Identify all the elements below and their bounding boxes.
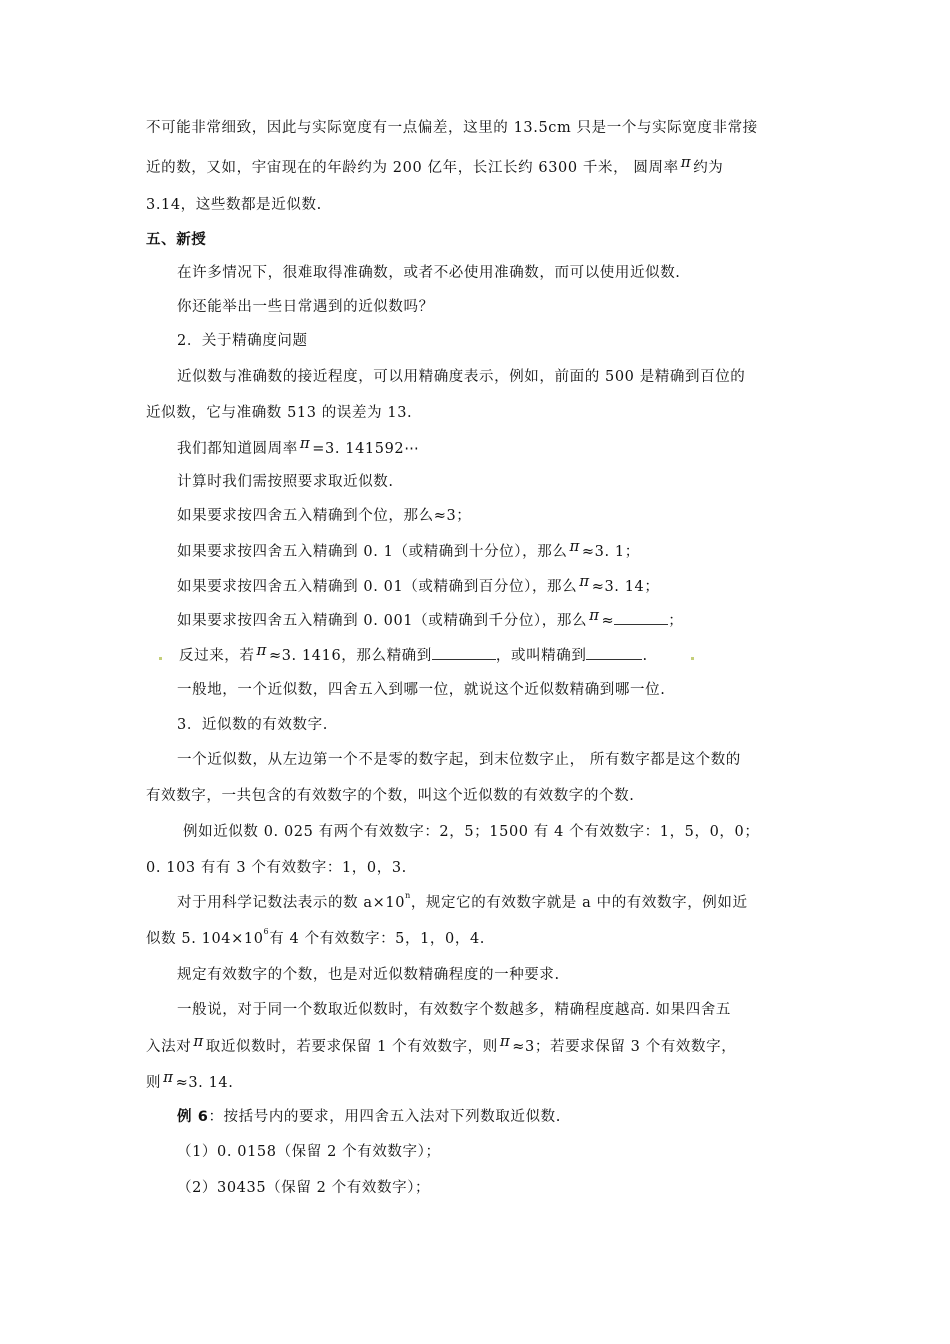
text: . bbox=[642, 648, 648, 664]
text: 入法对 bbox=[146, 1039, 192, 1055]
text-line bbox=[0, 1068, 950, 1093]
text: （2）30435（保留 2 个有效数字）； bbox=[177, 1180, 431, 1196]
text: 反过来，若 bbox=[179, 648, 255, 664]
text: 如果要求按四舍五入精确到 0. 1（或精确到十分位），那么 bbox=[177, 544, 568, 560]
text: ≈3. 14； bbox=[591, 579, 660, 595]
text: 3．近似数的有效数字. bbox=[177, 717, 328, 733]
text: 近的数，又如，宇宙现在的年龄约为 200 亿年，长江长约 6300 千米， 圆周率 bbox=[146, 160, 679, 176]
text: 约为 bbox=[693, 160, 724, 176]
text-line bbox=[0, 263, 950, 283]
answer-blank bbox=[586, 645, 642, 660]
question-item bbox=[0, 1142, 950, 1162]
superscript: n bbox=[405, 891, 411, 901]
text: ≈3. 1416，那么精确到 bbox=[268, 648, 432, 664]
text-line bbox=[0, 434, 950, 459]
text: 0. 103 有有 3 个有效数字：1，0，3. bbox=[146, 860, 407, 876]
text: =3. 141592⋯ bbox=[312, 441, 420, 457]
answer-blank bbox=[432, 645, 496, 660]
heading-text: 五、新授 bbox=[146, 232, 207, 248]
pi-symbol: π bbox=[499, 1032, 511, 1050]
text-line bbox=[0, 367, 950, 387]
text-line bbox=[0, 1032, 950, 1057]
answer-blank bbox=[614, 610, 668, 625]
text-line bbox=[0, 572, 950, 597]
text: （1）0. 0158（保留 2 个有效数字）； bbox=[177, 1144, 441, 1160]
text: 如果要求按四舍五入精确到个位，那么≈3； bbox=[177, 508, 472, 524]
text: 例如近似数 0. 025 有两个有效数字：2，5；1500 有 4 个有效数字：1，5，0，0； bbox=[183, 824, 760, 840]
text: ≈3. 14. bbox=[175, 1075, 234, 1091]
pi-symbol: π bbox=[579, 572, 590, 590]
text-line bbox=[0, 786, 950, 806]
example-line bbox=[0, 1107, 950, 1127]
text: 近似数与准确数的接近程度，可以用精确度表示，例如，前面的 500 是精确到百位的 bbox=[177, 369, 746, 385]
text-line bbox=[0, 965, 950, 985]
text-line bbox=[0, 1000, 950, 1020]
pi-symbol: π bbox=[569, 537, 580, 555]
example-label: 例 6 bbox=[177, 1109, 209, 1125]
text: 似数 5. 104×10 bbox=[146, 931, 264, 947]
text: 不可能非常细致，因此与实际宽度有一点偏差，这里的 13.5cm 只是一个与实际宽度非常接 bbox=[146, 120, 758, 136]
pi-symbol: π bbox=[589, 606, 600, 624]
text: 计算时我们需按照要求取近似数. bbox=[177, 474, 394, 490]
text: ≈3. 1； bbox=[581, 544, 640, 560]
text: 近似数，它与准确数 513 的误差为 13. bbox=[146, 405, 413, 421]
text: 我们都知道圆周率 bbox=[177, 441, 298, 457]
pi-symbol: π bbox=[256, 641, 267, 659]
text: 在许多情况下，很难取得准确数，或者不必使用准确数，而可以使用近似数. bbox=[177, 265, 681, 281]
subsection-title bbox=[0, 331, 950, 351]
text: 取近似数时，若要求保留 1 个有效数字，则 bbox=[205, 1039, 498, 1055]
text: 如果要求按四舍五入精确到 0. 01（或精确到百分位），那么 bbox=[177, 579, 578, 595]
text: ，或叫精确到 bbox=[495, 648, 587, 664]
text-line bbox=[0, 822, 950, 842]
text-line bbox=[0, 195, 950, 215]
text-line bbox=[0, 929, 950, 949]
text: 3.14，这些数都是近似数. bbox=[146, 197, 322, 213]
text: 你还能举出一些日常遇到的近似数吗？ bbox=[177, 299, 434, 315]
pi-symbol: π bbox=[299, 434, 311, 452]
text-line bbox=[0, 641, 950, 666]
text-line bbox=[0, 297, 950, 317]
text-line bbox=[0, 506, 950, 526]
text: 一般说，对于同一个数取近似数时，有效数字个数越多，精确程度越高. 如果四舍五 bbox=[177, 1002, 732, 1018]
text: 对于用科学记数法表示的数 a×10 bbox=[177, 895, 406, 911]
text: ≈ bbox=[601, 613, 615, 629]
pi-symbol: π bbox=[193, 1032, 204, 1050]
text-line bbox=[0, 537, 950, 562]
pi-symbol: π bbox=[163, 1068, 174, 1086]
text: 如果要求按四舍五入精确到 0. 001（或精确到千分位），那么 bbox=[177, 613, 588, 629]
marker-dot bbox=[691, 657, 694, 660]
text-line bbox=[0, 118, 950, 138]
section-heading bbox=[0, 230, 950, 250]
text: 有效数字，一共包含的有效数字的个数，叫这个近似数的有效数字的个数. bbox=[146, 788, 635, 804]
text: 则 bbox=[146, 1075, 162, 1091]
text-line bbox=[0, 750, 950, 770]
text-line bbox=[0, 680, 950, 700]
superscript: 6 bbox=[263, 927, 270, 937]
text-line bbox=[0, 858, 950, 878]
text-line bbox=[0, 893, 950, 913]
text: 规定有效数字的个数，也是对近似数精确程度的一种要求. bbox=[177, 967, 560, 983]
text-line bbox=[0, 606, 950, 631]
text: ≈3；若要求保留 3 个有效数字， bbox=[512, 1039, 737, 1055]
text-line bbox=[0, 153, 950, 178]
text: 2．关于精确度问题 bbox=[177, 333, 308, 349]
text: ：按括号内的要求，用四舍五入法对下列数取近似数. bbox=[208, 1109, 561, 1125]
pi-symbol: π bbox=[680, 153, 692, 171]
text-line bbox=[0, 472, 950, 492]
question-item bbox=[0, 1178, 950, 1198]
subsection-title bbox=[0, 715, 950, 735]
text: ，规定它的有效数字就是 a 中的有效数字，例如近 bbox=[410, 895, 748, 911]
text: 有 4 个有效数字：5，1，0，4. bbox=[269, 931, 485, 947]
text: 一般地，一个近似数，四舍五入到哪一位，就说这个近似数精确到哪一位. bbox=[177, 682, 666, 698]
text-line bbox=[0, 403, 950, 423]
text: 一个近似数，从左边第一个不是零的数字起，到末位数字止， 所有数字都是这个数的 bbox=[177, 752, 741, 768]
text: ； bbox=[668, 613, 684, 629]
